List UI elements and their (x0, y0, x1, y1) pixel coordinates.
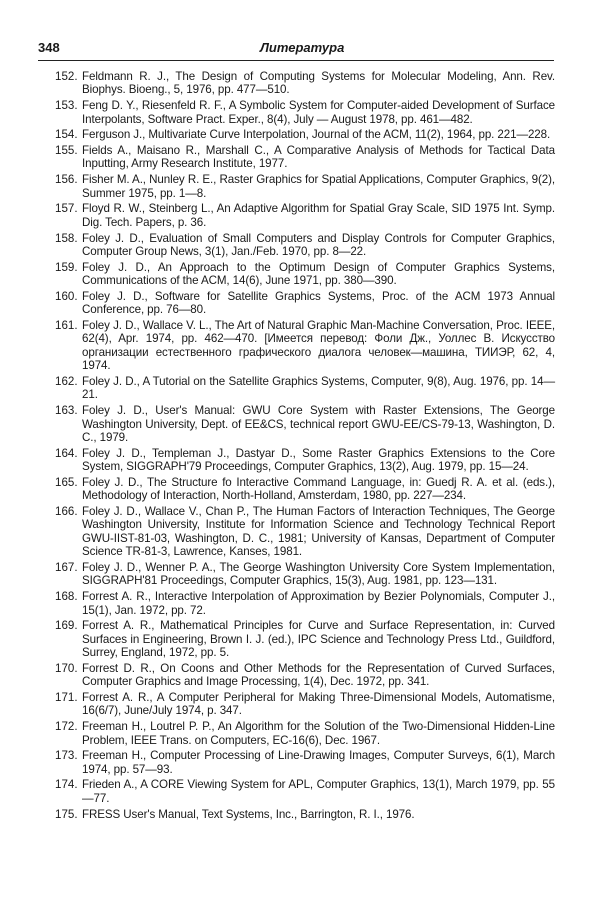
reference-text: Foley J. D., Wenner P. A., The George Washington University Core System Implementation, SIGGRAPH'81 Proceedings, Computer Graphics, 15(3), Aug. 1981, pp. 123—131. (82, 560, 555, 588)
reference-text: Forrest A. R., Interactive Interpolation of Approximation by Bezier Polynomials, Computer J., 15(1), Jan. 1972, pp. 72. (82, 590, 555, 617)
reference-entry (55, 290, 555, 317)
reference-entry (55, 505, 555, 559)
reference-number: 156. (55, 173, 78, 187)
reference-text: Forrest A. R., Mathematical Principles for Curve and Surface Representation, in: Curved Surfaces in Engineering, Brown I. J. (ed.), IPC Science and Technology Press Ltd., Guildford, Surrey, England, 1972, pp. 5. (82, 619, 555, 660)
reference-text: Foley J. D., Software for Satellite Graphics Systems, Proc. of the ACM 1973 Annual Conference, pp. 76—80. (82, 289, 555, 317)
reference-number: 175. (55, 807, 78, 821)
reference-text: Frieden A., A CORE Viewing System for APL, Computer Graphics, 13(1), March 1979, pp. 55—77. (82, 778, 555, 805)
reference-text: Fisher M. A., Nunley R. E., Raster Graphics for Spatial Applications, Computer Graphics, 9(2), Summer 1975, pp. 1—8. (82, 173, 555, 200)
reference-entry (55, 808, 555, 821)
reference-text: Foley J. D., The Structure fo Interactive Command Language, in: Guedj R. A. et al. (eds.), Methodology of Interaction, North-Holland, Amsterdam, 1980, pp. 227—234. (82, 475, 555, 503)
reference-number: 155. (55, 144, 78, 158)
reference-entry (55, 720, 555, 747)
reference-text: Freeman H., Computer Processing of Line-Drawing Images, Computer Surveys, 6(1), March 1974, pp. 57—93. (82, 749, 555, 776)
reference-entry (55, 561, 555, 588)
reference-number: 152. (55, 70, 78, 83)
reference-entry (55, 99, 555, 126)
reference-number: 161. (55, 319, 78, 332)
reference-entry (55, 375, 555, 402)
reference-number: 171. (55, 691, 78, 704)
reference-number: 172. (55, 720, 78, 734)
reference-number: 170. (55, 661, 78, 675)
page-header (38, 40, 554, 60)
reference-text: Forrest D. R., On Coons and Other Methods for the Representation of Curved Surfaces, Computer Graphics and Image Processing, 1(4), Dec. 1972, pp. 341. (82, 661, 555, 689)
reference-number: 153. (55, 99, 78, 113)
reference-number: 154. (55, 128, 78, 142)
reference-text: Foley J. D., Wallace V., Chan P., The Human Factors of Interaction Techniques, The George Washington University, Institute for Information Science and Technology Technical Report GWU-IIST-81-03, Washington, D. C., 1981; University of Kansas, Department of Computer Science TR-81-3, Lawrence, Kanses, 1981. (82, 505, 555, 559)
reference-number: 162. (55, 374, 78, 388)
reference-entry (55, 691, 555, 718)
reference-entry (55, 476, 555, 503)
reference-number: 157. (55, 202, 78, 216)
reference-entry (55, 590, 555, 617)
reference-number: 173. (55, 749, 78, 763)
reference-entry (55, 144, 555, 171)
reference-number: 158. (55, 231, 78, 245)
reference-entry (55, 202, 555, 229)
reference-entry (55, 173, 555, 200)
reference-number: 165. (55, 475, 78, 489)
reference-text: Foley J. D., Templeman J., Dastyar D., Some Raster Graphics Extensions to the Core System, SIGGRAPH'79 Proceedings, Computer Graphics, 13(2), Aug. 1979, pp. 15—24. (82, 446, 555, 474)
reference-text: Ferguson J., Multivariate Curve Interpolation, Journal of the ACM, 11(2), 1964, pp. 221—228. (82, 128, 551, 142)
reference-number: 163. (55, 404, 78, 418)
reference-number: 166. (55, 505, 78, 518)
reference-entry (55, 232, 555, 259)
reference-text: Feldmann R. J., The Design of Computing Systems for Molecular Modeling, Ann. Rev. Biophys. Bioeng., 5, 1976, pp. 477—510. (82, 70, 555, 97)
reference-text: Fields A., Maisano R., Marshall C., A Comparative Analysis of Methods for Tactical Data Inputting, Army Research Institute, 1977. (82, 144, 555, 171)
reference-entry (55, 70, 555, 97)
running-head: Литература (260, 40, 345, 55)
reference-text: Foley J. D., A Tutorial on the Satellite Graphics Systems, Computer, 9(8), Aug. 1976, pp. 14—21. (82, 374, 555, 402)
reference-text: Foley J. D., An Approach to the Optimum Design of Computer Graphics Systems, Communications of the ACM, 14(6), June 1971, pp. 380—390. (82, 260, 555, 288)
page-number: 348 (38, 40, 60, 55)
reference-list (55, 70, 555, 823)
reference-text: Freeman H., Loutrel P. P., An Algorithm for the Solution of the Two-Dimensional Hidden-Line Problem, IEEE Trans. on Computers, EC-16(6), Dec. 1967. (82, 720, 555, 747)
reference-number: 174. (55, 778, 78, 792)
reference-entry (55, 128, 555, 141)
reference-text: Feng D. Y., Riesenfeld R. F., A Symbolic System for Computer-aided Development of Surface Interpolants, Software Pract. Exper., 8(4), July — August 1978, pp. 461—482. (82, 99, 555, 126)
header-rule (38, 60, 554, 61)
reference-number: 168. (55, 590, 78, 604)
reference-number: 159. (55, 260, 78, 274)
reference-entry (55, 447, 555, 474)
reference-entry (55, 404, 555, 444)
reference-entry (55, 319, 555, 373)
reference-text: FRESS User's Manual, Text Systems, Inc., Barrington, R. I., 1976. (82, 807, 415, 821)
reference-number: 160. (55, 289, 78, 303)
reference-text: Floyd R. W., Steinberg L., An Adaptive Algorithm for Spatial Gray Scale, SID 1975 Int. Symp. Dig. Tech. Papers, p. 36. (82, 202, 555, 229)
reference-entry (55, 261, 555, 288)
reference-text: Foley J. D., User's Manual: GWU Core System with Raster Extensions, The George Washington University, Dept. of EE&CS, technical report GWU-EE/CS-79-13, Washington, D. C., 1979. (82, 404, 555, 444)
reference-number: 164. (55, 446, 78, 460)
reference-entry (55, 778, 555, 805)
reference-text: Foley J. D., Evaluation of Small Computers and Display Controls for Computer Graphics, Computer Group News, 3(1), Jan./Feb. 1970, pp. 8—22. (82, 231, 555, 258)
reference-entry (55, 749, 555, 776)
reference-text: Forrest A. R., A Computer Peripheral for Making Three-Dimensional Models, Automatisme, 16(6/7), June/July 1974, p. 347. (82, 691, 555, 718)
reference-entry (55, 619, 555, 659)
reference-number: 169. (55, 619, 78, 633)
reference-entry (55, 662, 555, 689)
reference-text: Foley J. D., Wallace V. L., The Art of Natural Graphic Man-Machine Conversation, Proc. IEEE, 62(4), Apr. 1974, pp. 462—470. [Имеется перевод: Фоли Дж., Уоллес В. Искусство организации естественного графического диалога человек—машина, ТИИЭР, 62, 4, 1974. (82, 319, 555, 373)
reference-number: 167. (55, 560, 78, 574)
